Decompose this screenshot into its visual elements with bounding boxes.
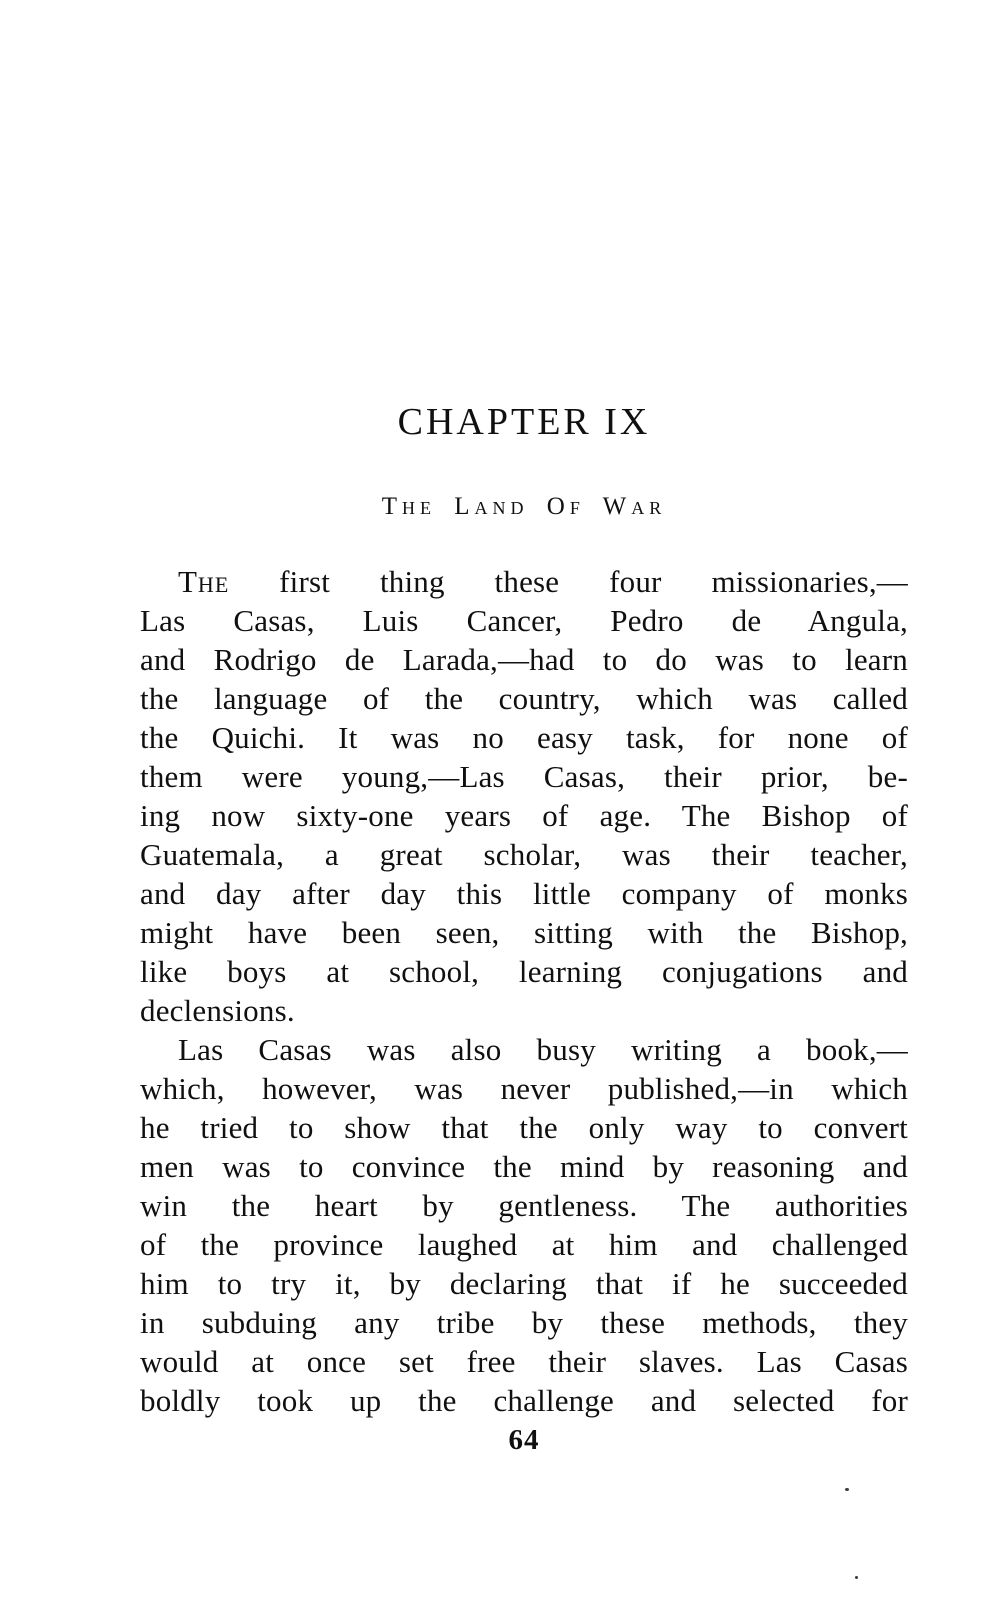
text-line: and Rodrigo de Larada,—had to do was to learn [140, 642, 908, 677]
paragraph-lead-word: The [178, 564, 230, 599]
text-line: men was to convince the mind by reasoning and [140, 1149, 908, 1184]
text-line: which, however, was never published,—in which [140, 1071, 908, 1106]
scan-speck [845, 1488, 849, 1491]
text-line: might have been seen, sitting with the Bishop, [140, 915, 908, 950]
text-line: Guatemala, a great scholar, was their teacher, [140, 837, 908, 872]
text-line: ing now sixty-one years of age. The Bishop of [140, 798, 908, 833]
text-line: of the province laughed at him and challenged [140, 1227, 908, 1262]
text-line: win the heart by gentleness. The authorities [140, 1188, 908, 1223]
text-line: boldly took up the challenge and selected for [140, 1383, 908, 1418]
text-line: Las Casas was also busy writing a book,— [178, 1032, 908, 1067]
text-line [140, 562, 908, 601]
text-line: he tried to show that the only way to convert [140, 1110, 908, 1145]
text-line: the Quichi. It was no easy task, for none of [140, 720, 908, 755]
text-line: the language of the country, which was called [140, 681, 908, 716]
text-line: them were young,—Las Casas, their prior, be- [140, 759, 908, 794]
text-line: in subduing any tribe by these methods, they [140, 1305, 908, 1340]
text-line: like boys at school, learning conjugations and [140, 954, 908, 989]
text-line-rest: first thing these four missionaries,— [229, 564, 908, 599]
body-text [140, 562, 908, 1420]
text-line: and day after day this little company of monks [140, 876, 908, 911]
text-line: him to try it, by declaring that if he succeeded [140, 1266, 908, 1301]
scan-speck [855, 1576, 858, 1579]
text-line: would at once set free their slaves. Las Casas [140, 1344, 908, 1379]
chapter-heading: CHAPTER IX [397, 401, 651, 443]
text-line: Las Casas, Luis Cancer, Pedro de Angula, [140, 603, 908, 638]
text-line: declensions. [140, 993, 295, 1028]
section-subtitle: The Land Of War [381, 493, 667, 520]
page-number: 64 [508, 1424, 540, 1456]
